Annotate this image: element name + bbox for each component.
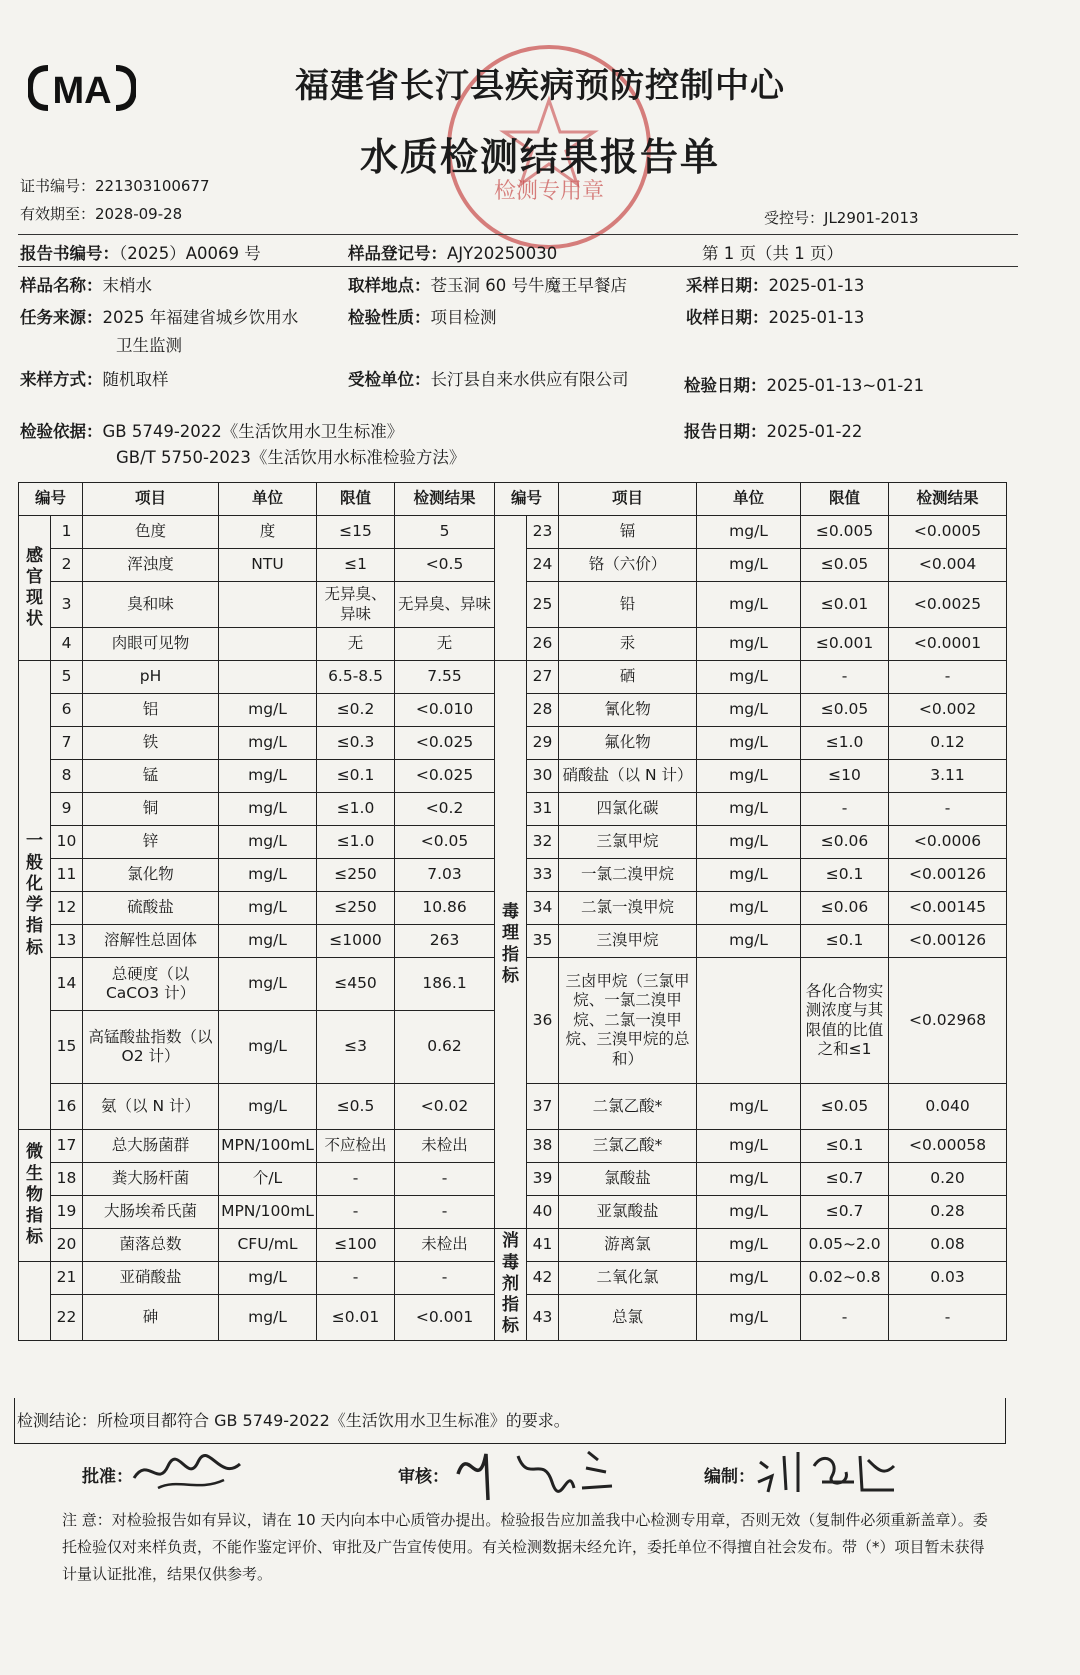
item-limit: -: [317, 1262, 395, 1295]
item-unit: mg/L: [697, 661, 801, 694]
item-number: 31: [527, 793, 559, 826]
item-result: <0.002: [889, 694, 1007, 727]
item-limit: ≤1: [317, 549, 395, 582]
item-result: <0.02968: [889, 958, 1007, 1084]
item-unit: mg/L: [697, 826, 801, 859]
item-result: <0.00145: [889, 892, 1007, 925]
item-unit: mg/L: [219, 925, 317, 958]
item-name: 三溴甲烷: [559, 925, 697, 958]
item-unit: mg/L: [697, 516, 801, 549]
item-unit: mg/L: [697, 793, 801, 826]
report-date: 报告日期：2025-01-22: [684, 422, 863, 441]
item-unit: mg/L: [697, 727, 801, 760]
item-limit: ≤0.005: [801, 516, 889, 549]
item-unit: mg/L: [219, 727, 317, 760]
item-unit: NTU: [219, 549, 317, 582]
item-limit: ≤0.7: [801, 1196, 889, 1229]
group-label: 一般化学指标: [19, 661, 51, 1130]
item-limit: ≤10: [801, 760, 889, 793]
item-name: 氨（以 N 计）: [83, 1084, 219, 1130]
item-limit: ≤0.06: [801, 892, 889, 925]
item-limit: ≤0.5: [317, 1084, 395, 1130]
item-limit: ≤3: [317, 1011, 395, 1084]
item-unit: mg/L: [697, 859, 801, 892]
compiler-signature: [754, 1446, 904, 1498]
item-unit: mg/L: [697, 582, 801, 628]
item-number: 3: [51, 582, 83, 628]
item-number: 41: [527, 1229, 559, 1262]
item-name: 高锰酸盐指数（以 O2 计）: [83, 1011, 219, 1084]
item-limit: ≤1000: [317, 925, 395, 958]
item-unit: mg/L: [219, 826, 317, 859]
item-limit: ≤1.0: [801, 727, 889, 760]
item-result: <0.0025: [889, 582, 1007, 628]
item-name: 二氯一溴甲烷: [559, 892, 697, 925]
item-number: 2: [51, 549, 83, 582]
item-name: 溶解性总固体: [83, 925, 219, 958]
item-unit: mg/L: [219, 1262, 317, 1295]
item-result: 10.86: [395, 892, 495, 925]
col-header: 项目: [559, 483, 697, 516]
item-limit: ≤0.01: [801, 582, 889, 628]
item-number: 8: [51, 760, 83, 793]
group-label: 消毒剂指标: [495, 1229, 527, 1341]
test-basis: 检验依据：GB 5749-2022《生活饮用水卫生标准》: [20, 422, 404, 441]
item-name: 粪大肠杆菌: [83, 1163, 219, 1196]
reviewer-signature: [448, 1434, 618, 1504]
item-number: 43: [527, 1295, 559, 1341]
item-result: 0.040: [889, 1084, 1007, 1130]
item-result: <0.2: [395, 793, 495, 826]
item-limit: ≤15: [317, 516, 395, 549]
item-limit: ≤0.7: [801, 1163, 889, 1196]
item-unit: mg/L: [697, 1262, 801, 1295]
item-number: 10: [51, 826, 83, 859]
item-result: <0.0006: [889, 826, 1007, 859]
item-name: 氰化物: [559, 694, 697, 727]
item-limit: 各化合物实测浓度与其限值的比值之和≤1: [801, 958, 889, 1084]
item-number: 33: [527, 859, 559, 892]
item-unit: mg/L: [697, 628, 801, 661]
report-title: 水质检测结果报告单: [359, 134, 720, 179]
item-name: 氟化物: [559, 727, 697, 760]
item-result: <0.00126: [889, 925, 1007, 958]
item-result: -: [395, 1262, 495, 1295]
col-header: 编号: [19, 483, 83, 516]
item-name: 二氧化氯: [559, 1262, 697, 1295]
group-label: 感官现状: [19, 516, 51, 661]
item-number: 4: [51, 628, 83, 661]
item-name: 一氯二溴甲烷: [559, 859, 697, 892]
item-unit: mg/L: [697, 694, 801, 727]
item-name: 臭和味: [83, 582, 219, 628]
item-name: 三氯乙酸*: [559, 1130, 697, 1163]
item-number: 22: [51, 1295, 83, 1341]
item-number: 30: [527, 760, 559, 793]
item-unit: mg/L: [219, 793, 317, 826]
item-result: <0.010: [395, 694, 495, 727]
item-limit: ≤0.3: [317, 727, 395, 760]
item-result: 0.28: [889, 1196, 1007, 1229]
item-number: 12: [51, 892, 83, 925]
item-number: 36: [527, 958, 559, 1084]
item-result: 0.20: [889, 1163, 1007, 1196]
item-limit: -: [801, 1295, 889, 1341]
logo-text: MA: [52, 70, 112, 112]
item-name: 三氯甲烷: [559, 826, 697, 859]
item-result: <0.00058: [889, 1130, 1007, 1163]
item-result: 0.12: [889, 727, 1007, 760]
item-limit: 0.05~2.0: [801, 1229, 889, 1262]
item-name: 氯化物: [83, 859, 219, 892]
item-result: 7.55: [395, 661, 495, 694]
item-unit: mg/L: [697, 1196, 801, 1229]
task-source-cont: 卫生监测: [116, 336, 182, 355]
item-unit: MPN/100mL: [219, 1130, 317, 1163]
col-header: 单位: [219, 483, 317, 516]
item-name: 锰: [83, 760, 219, 793]
report-number: 报告书编号：（2025）A0069 号: [20, 244, 261, 263]
item-unit: mg/L: [697, 925, 801, 958]
compile-label: 编制：: [704, 1467, 755, 1487]
col-header: 项目: [83, 483, 219, 516]
item-result: -: [889, 1295, 1007, 1341]
item-name: 菌落总数: [83, 1229, 219, 1262]
item-limit: -: [317, 1196, 395, 1229]
item-unit: mg/L: [219, 1084, 317, 1130]
item-name: 游离氯: [559, 1229, 697, 1262]
item-name: 铬（六价）: [559, 549, 697, 582]
item-result: 263: [395, 925, 495, 958]
col-header: 限值: [317, 483, 395, 516]
item-name: 色度: [83, 516, 219, 549]
item-limit: 0.02~0.8: [801, 1262, 889, 1295]
item-number: 32: [527, 826, 559, 859]
item-unit: mg/L: [697, 549, 801, 582]
item-limit: -: [801, 661, 889, 694]
item-number: 16: [51, 1084, 83, 1130]
item-result: 无异臭、异味: [395, 582, 495, 628]
item-limit: ≤450: [317, 958, 395, 1011]
item-number: 25: [527, 582, 559, 628]
approver-signature: [128, 1448, 248, 1496]
item-number: 28: [527, 694, 559, 727]
item-result: <0.02: [395, 1084, 495, 1130]
item-number: 14: [51, 958, 83, 1011]
item-result: -: [395, 1196, 495, 1229]
results-table: [18, 482, 1007, 1341]
test-nature: 检验性质：项目检测: [348, 308, 497, 327]
item-name: 硝酸盐（以 N 计）: [559, 760, 697, 793]
item-name: 亚氯酸盐: [559, 1196, 697, 1229]
group-label: [19, 1262, 51, 1341]
task-source: 任务来源：2025 年福建省城乡饮用水: [20, 308, 299, 327]
inspected-unit: 受检单位：长汀县自来水供应有限公司: [348, 370, 629, 389]
item-unit: mg/L: [697, 760, 801, 793]
item-result: -: [889, 661, 1007, 694]
item-unit: mg/L: [219, 958, 317, 1011]
item-name: 亚硝酸盐: [83, 1262, 219, 1295]
item-number: 39: [527, 1163, 559, 1196]
item-limit: -: [317, 1163, 395, 1196]
item-number: 42: [527, 1262, 559, 1295]
item-result: <0.5: [395, 549, 495, 582]
col-header: 检测结果: [889, 483, 1007, 516]
table-header-row: [19, 483, 1007, 516]
item-name: 浑浊度: [83, 549, 219, 582]
item-number: 17: [51, 1130, 83, 1163]
item-limit: ≤0.2: [317, 694, 395, 727]
item-limit: ≤0.1: [801, 925, 889, 958]
item-unit: mg/L: [697, 1130, 801, 1163]
item-number: 24: [527, 549, 559, 582]
org-name: 福建省长汀县疾病预防控制中心: [295, 66, 785, 106]
test-basis-cont: GB/T 5750-2023《生活饮用水标准检验方法》: [116, 448, 466, 467]
item-number: 1: [51, 516, 83, 549]
item-number: 29: [527, 727, 559, 760]
page-number: 第 1 页（共 1 页）: [702, 244, 843, 263]
item-name: 四氯化碳: [559, 793, 697, 826]
col-header: 单位: [697, 483, 801, 516]
item-name: 硫酸盐: [83, 892, 219, 925]
item-limit: ≤100: [317, 1229, 395, 1262]
sampling-method: 来样方式：随机取样: [20, 370, 169, 389]
item-name: 总大肠菌群: [83, 1130, 219, 1163]
item-number: 37: [527, 1084, 559, 1130]
item-unit: [219, 628, 317, 661]
item-limit: ≤0.05: [801, 694, 889, 727]
col-header: 编号: [495, 483, 559, 516]
item-number: 34: [527, 892, 559, 925]
item-number: 18: [51, 1163, 83, 1196]
item-number: 19: [51, 1196, 83, 1229]
item-unit: [219, 661, 317, 694]
item-unit: mg/L: [697, 1163, 801, 1196]
item-result: <0.0005: [889, 516, 1007, 549]
item-limit: ≤0.001: [801, 628, 889, 661]
item-unit: 个/L: [219, 1163, 317, 1196]
item-name: 砷: [83, 1295, 219, 1341]
item-result: 186.1: [395, 958, 495, 1011]
item-unit: [219, 582, 317, 628]
conclusion: 检测结论：所检项目都符合 GB 5749-2022《生活饮用水卫生标准》的要求。: [14, 1398, 1006, 1444]
item-result: 未检出: [395, 1130, 495, 1163]
item-limit: ≤250: [317, 859, 395, 892]
item-limit: 不应检出: [317, 1130, 395, 1163]
item-name: 肉眼可见物: [83, 628, 219, 661]
item-name: 铝: [83, 694, 219, 727]
item-result: <0.00126: [889, 859, 1007, 892]
item-unit: mg/L: [697, 1295, 801, 1341]
item-number: 21: [51, 1262, 83, 1295]
item-result: <0.025: [395, 727, 495, 760]
divider: [18, 234, 1018, 235]
item-name: 氯酸盐: [559, 1163, 697, 1196]
item-limit: 无: [317, 628, 395, 661]
item-number: 20: [51, 1229, 83, 1262]
sampling-location: 取样地点：苍玉洞 60 号牛魔王早餐店: [348, 276, 627, 295]
item-result: -: [395, 1163, 495, 1196]
item-unit: mg/L: [697, 1229, 801, 1262]
item-result: 7.03: [395, 859, 495, 892]
item-result: <0.004: [889, 549, 1007, 582]
item-number: 40: [527, 1196, 559, 1229]
item-name: 汞: [559, 628, 697, 661]
item-name: 铜: [83, 793, 219, 826]
item-number: 6: [51, 694, 83, 727]
group-label: 毒理指标: [495, 661, 527, 1229]
item-limit: -: [801, 793, 889, 826]
group-label: [495, 516, 527, 661]
item-unit: mg/L: [219, 859, 317, 892]
item-result: <0.0001: [889, 628, 1007, 661]
item-unit: mg/L: [697, 892, 801, 925]
item-unit: MPN/100mL: [219, 1196, 317, 1229]
item-limit: 6.5-8.5: [317, 661, 395, 694]
item-number: 26: [527, 628, 559, 661]
item-result: 3.11: [889, 760, 1007, 793]
valid-date: 有效期至：2028-09-28: [20, 205, 183, 223]
item-limit: ≤0.06: [801, 826, 889, 859]
item-unit: mg/L: [219, 892, 317, 925]
item-name: 三卤甲烷（三氯甲烷、一氯二溴甲烷、二氯一溴甲烷、三溴甲烷的总和）: [559, 958, 697, 1084]
item-number: 35: [527, 925, 559, 958]
item-name: 锌: [83, 826, 219, 859]
received-date: 收样日期：2025-01-13: [686, 308, 865, 327]
stamp-text: 检测专用章: [493, 179, 605, 204]
item-name: 二氯乙酸*: [559, 1084, 697, 1130]
item-name: 铅: [559, 582, 697, 628]
table-row: [19, 661, 1007, 694]
sample-name: 样品名称：末梢水: [20, 276, 152, 295]
sample-registration: 样品登记号：AJY20250030: [348, 244, 558, 263]
item-limit: ≤1.0: [317, 793, 395, 826]
item-unit: mg/L: [697, 1084, 801, 1130]
test-date: 检验日期：2025-01-13~01-21: [684, 376, 925, 395]
item-name: 总氯: [559, 1295, 697, 1341]
col-header: 限值: [801, 483, 889, 516]
divider: [18, 266, 1018, 267]
item-number: 9: [51, 793, 83, 826]
item-result: 0.62: [395, 1011, 495, 1084]
col-header: 检测结果: [395, 483, 495, 516]
item-name: 硒: [559, 661, 697, 694]
approve-label: 批准：: [82, 1467, 133, 1487]
sampling-date: 采样日期：2025-01-13: [686, 276, 865, 295]
item-unit: mg/L: [219, 694, 317, 727]
notice-text: 注 意：对检验报告如有异议，请在 10 天内向本中心质管办提出。检验报告应加盖我中心检测专用章，否则无效（复制件必须重新盖章）。委托检验仅对来样负责，不能作鉴定评价、审批及广告宣传使用。有关检测数据未经允许，委托单位不得擅自社会发布。带（*）项目暂未获得计量认证批准，结果仅供参考。: [62, 1511, 988, 1583]
item-limit: ≤0.1: [801, 859, 889, 892]
item-result: <0.001: [395, 1295, 495, 1341]
item-result: <0.025: [395, 760, 495, 793]
item-limit: ≤0.05: [801, 549, 889, 582]
item-limit: 无异臭、异味: [317, 582, 395, 628]
item-number: 7: [51, 727, 83, 760]
item-limit: ≤0.1: [317, 760, 395, 793]
item-result: 0.08: [889, 1229, 1007, 1262]
cert-number: 证书编号：221303100677: [20, 177, 210, 195]
item-result: 0.03: [889, 1262, 1007, 1295]
group-label: 微生物指标: [19, 1130, 51, 1262]
item-number: 11: [51, 859, 83, 892]
item-result: -: [889, 793, 1007, 826]
table-row: [19, 516, 1007, 549]
item-number: 5: [51, 661, 83, 694]
item-unit: mg/L: [219, 1295, 317, 1341]
item-limit: ≤250: [317, 892, 395, 925]
item-number: 27: [527, 661, 559, 694]
item-name: 铁: [83, 727, 219, 760]
item-result: 5: [395, 516, 495, 549]
item-name: 镉: [559, 516, 697, 549]
item-number: 23: [527, 516, 559, 549]
item-unit: [697, 958, 801, 1084]
item-name: pH: [83, 661, 219, 694]
item-result: <0.05: [395, 826, 495, 859]
control-number: 受控号：JL2901-2013: [764, 209, 919, 227]
item-result: 无: [395, 628, 495, 661]
item-number: 38: [527, 1130, 559, 1163]
item-result: 未检出: [395, 1229, 495, 1262]
item-limit: ≤0.01: [317, 1295, 395, 1341]
review-label: 审核：: [398, 1467, 449, 1487]
item-limit: ≤0.1: [801, 1130, 889, 1163]
item-number: 13: [51, 925, 83, 958]
item-number: 15: [51, 1011, 83, 1084]
item-unit: CFU/mL: [219, 1229, 317, 1262]
item-unit: mg/L: [219, 760, 317, 793]
item-unit: 度: [219, 516, 317, 549]
item-limit: ≤0.05: [801, 1084, 889, 1130]
item-unit: mg/L: [219, 1011, 317, 1084]
item-name: 大肠埃希氏菌: [83, 1196, 219, 1229]
item-name: 总硬度（以 CaCO3 计）: [83, 958, 219, 1011]
item-limit: ≤1.0: [317, 826, 395, 859]
table-row: [19, 1229, 1007, 1262]
